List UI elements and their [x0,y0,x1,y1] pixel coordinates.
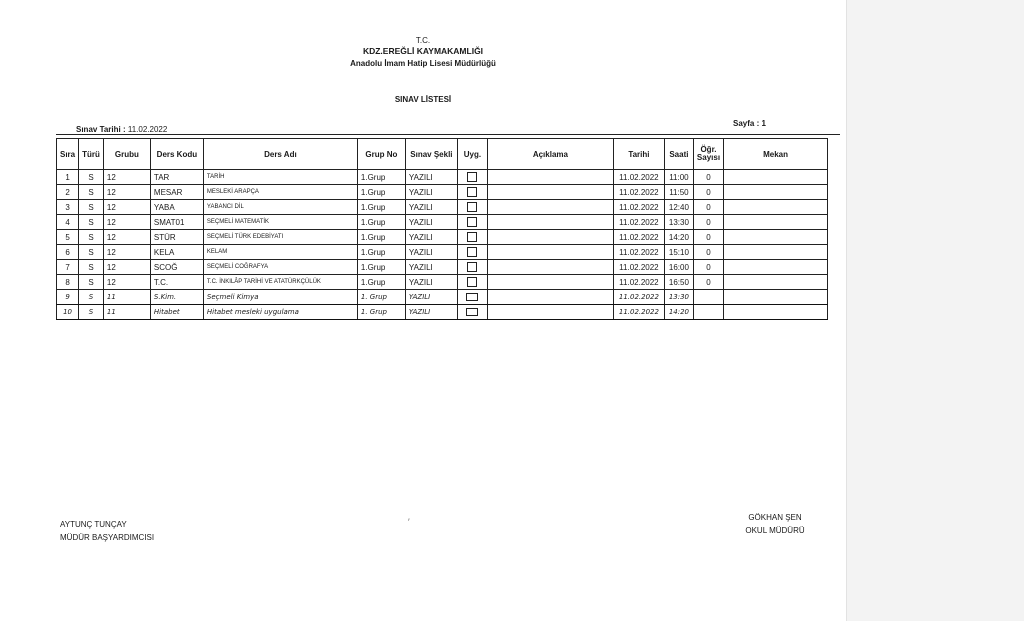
grubu-cell: 12 [103,275,150,290]
stray-mark: ′ [408,517,410,527]
grubu-cell: 12 [103,170,150,185]
sinav-sekli-cell: YAZILI [405,260,457,275]
ders-adi-cell: Seçmeli Kimya [203,290,357,305]
table-header-row [57,139,828,170]
tarihi-cell: 11.02.2022 [613,185,664,200]
tarihi-cell: 11.02.2022 [613,305,664,320]
signature-right-name: GÖKHAN ŞEN [748,513,802,522]
ders-kodu-cell: T.C. [150,275,203,290]
tarihi-cell: 11.02.2022 [613,200,664,215]
tarihi-cell: 11.02.2022 [613,260,664,275]
ders-adi-cell: MESLEKİ ARAPÇA [203,185,357,200]
mekan-cell [724,275,828,290]
table-row [57,185,828,200]
col-aciklama: Açıklama [487,139,613,170]
saati-cell: 11:50 [664,185,693,200]
uyg-checkbox[interactable] [467,277,477,287]
ders-adi-cell: T.C. İNKILÂP TARİHİ VE ATATÜRKÇÜLÜK [203,275,357,290]
ders-kodu-cell: SMAT01 [150,215,203,230]
aciklama-cell [487,215,613,230]
table-row-handwritten [57,305,828,320]
mekan-cell [724,260,828,275]
exam-date-value: 11.02.2022 [127,125,168,134]
uyg-checkbox[interactable] [466,293,478,301]
ogr-sayisi-cell: 0 [693,245,723,260]
ders-adi-cell: SEÇMELİ COĞRAFYA [203,260,357,275]
uyg-checkbox[interactable] [467,262,477,272]
tarihi-cell: 11.02.2022 [613,230,664,245]
sinav-sekli-cell: YAZILI [405,200,457,215]
turu-cell: S [79,260,104,275]
mekan-cell [724,230,828,245]
uyg-cell [457,170,487,185]
saati-cell: 12:40 [664,200,693,215]
ders-kodu-cell: KELA [150,245,203,260]
sira-cell: 10 [57,305,79,320]
grup-no-cell: 1.Grup [357,245,405,260]
aciklama-cell [487,230,613,245]
tarihi-cell: 11.02.2022 [613,290,664,305]
page-number: Sayfa : 1 [733,119,766,128]
ders-kodu-cell: MESAR [150,185,203,200]
uyg-checkbox[interactable] [467,187,477,197]
grup-no-cell: 1.Grup [357,230,405,245]
turu-cell: S [79,215,104,230]
uyg-checkbox[interactable] [467,217,477,227]
ders-kodu-cell: S.Kim. [150,290,203,305]
aciklama-cell [487,290,613,305]
uyg-cell [457,260,487,275]
mekan-cell [724,170,828,185]
uyg-cell [457,215,487,230]
aciklama-cell [487,275,613,290]
mekan-cell [724,200,828,215]
header-district: KDZ.EREĞLİ KAYMAKAMLIĞI [362,46,484,56]
ogr-sayisi-cell [693,290,723,305]
col-sira: Sıra [57,139,79,170]
signature-left-name: AYTUNÇ TUNÇAY [60,520,127,529]
exam-table [56,138,828,320]
col-saati: Saati [664,139,693,170]
exam-date-label: Sınav Tarihi : [76,125,126,134]
sira-cell: 6 [57,245,79,260]
col-ders-adi: Ders Adı [203,139,357,170]
aciklama-cell [487,200,613,215]
uyg-checkbox[interactable] [466,308,478,316]
sira-cell: 4 [57,215,79,230]
ders-adi-cell: SEÇMELİ TÜRK EDEBİYATI [203,230,357,245]
tarihi-cell: 11.02.2022 [613,170,664,185]
mekan-cell [724,305,828,320]
table-row-handwritten [57,290,828,305]
grup-no-cell: 1.Grup [357,170,405,185]
saati-cell: 11:00 [664,170,693,185]
grup-no-cell: 1.Grup [357,215,405,230]
grubu-cell: 12 [103,230,150,245]
turu-cell: S [79,245,104,260]
uyg-checkbox[interactable] [467,202,477,212]
saati-cell: 13:30 [664,290,693,305]
turu-cell: S [79,290,104,305]
grup-no-cell: 1.Grup [357,260,405,275]
sinav-sekli-cell: YAZILI [405,170,457,185]
uyg-checkbox[interactable] [467,232,477,242]
sinav-sekli-cell: YAZILI [405,305,457,320]
col-ders-kodu: Ders Kodu [150,139,203,170]
uyg-checkbox[interactable] [467,172,477,182]
sira-cell: 8 [57,275,79,290]
sinav-sekli-cell: YAZILI [405,230,457,245]
col-mekan: Mekan [724,139,828,170]
signature-left [60,518,154,544]
grubu-cell: 12 [103,200,150,215]
uyg-checkbox[interactable] [467,247,477,257]
ders-adi-cell: SEÇMELİ MATEMATİK [203,215,357,230]
ogr-sayisi-cell: 0 [693,170,723,185]
tarihi-cell: 11.02.2022 [613,245,664,260]
turu-cell: S [79,185,104,200]
uyg-cell [457,275,487,290]
document-title: SINAV LİSTESİ [394,95,452,104]
aciklama-cell [487,305,613,320]
sinav-sekli-cell: YAZILI [405,290,457,305]
uyg-cell [457,305,487,320]
uyg-cell [457,290,487,305]
grubu-cell: 12 [103,260,150,275]
sira-cell: 3 [57,200,79,215]
grubu-cell: 12 [103,215,150,230]
ders-kodu-cell: YABA [150,200,203,215]
saati-cell: 16:00 [664,260,693,275]
sinav-sekli-cell: YAZILI [405,275,457,290]
top-rule [56,134,840,135]
ders-kodu-cell: SCOĞ [150,260,203,275]
col-uyg: Uyg. [457,139,487,170]
uyg-cell [457,200,487,215]
grubu-cell: 11 [103,290,150,305]
sira-cell: 2 [57,185,79,200]
table-row [57,200,828,215]
sinav-sekli-cell: YAZILI [405,215,457,230]
turu-cell: S [79,275,104,290]
sira-cell: 5 [57,230,79,245]
col-grubu: Grubu [103,139,150,170]
table-row [57,245,828,260]
ders-kodu-cell: TAR [150,170,203,185]
header-tc: T.C. [415,36,431,45]
ders-kodu-cell: STÜR [150,230,203,245]
turu-cell: S [79,230,104,245]
saati-cell: 15:10 [664,245,693,260]
sira-cell: 7 [57,260,79,275]
sinav-sekli-cell: YAZILI [405,185,457,200]
grubu-cell: 11 [103,305,150,320]
saati-cell: 14:20 [664,230,693,245]
mekan-cell [724,245,828,260]
aciklama-cell [487,260,613,275]
saati-cell: 14:20 [664,305,693,320]
col-tarihi: Tarihi [613,139,664,170]
saati-cell: 13:30 [664,215,693,230]
ogr-sayisi-cell: 0 [693,200,723,215]
tarihi-cell: 11.02.2022 [613,215,664,230]
ders-adi-cell: KELAM [203,245,357,260]
ders-kodu-cell: Hitabet [150,305,203,320]
exam-date-line [76,125,167,134]
table-row [57,275,828,290]
ogr-sayisi-cell: 0 [693,275,723,290]
sinav-sekli-cell: YAZILI [405,245,457,260]
turu-cell: S [79,200,104,215]
col-grup-no: Grup No [357,139,405,170]
header-school: Anadolu İmam Hatip Lisesi Müdürlüğü [350,59,496,68]
ders-adi-cell: Hitabet mesleki uygulama [203,305,357,320]
aciklama-cell [487,185,613,200]
uyg-cell [457,230,487,245]
grup-no-cell: 1. Grup [357,305,405,320]
col-turu: Türü [79,139,104,170]
grup-no-cell: 1.Grup [357,185,405,200]
grup-no-cell: 1.Grup [357,200,405,215]
table-row [57,170,828,185]
signature-right [720,511,830,537]
grup-no-cell: 1.Grup [357,275,405,290]
ders-adi-cell: TARİH [203,170,357,185]
ogr-sayisi-cell: 0 [693,260,723,275]
uyg-cell [457,245,487,260]
sira-cell: 9 [57,290,79,305]
aciklama-cell [487,245,613,260]
table-row [57,230,828,245]
scan-edge [846,0,1024,621]
table-row [57,260,828,275]
ogr-sayisi-cell: 0 [693,185,723,200]
table-row [57,215,828,230]
ders-adi-cell: YABANCI DİL [203,200,357,215]
mekan-cell [724,185,828,200]
col-ogr-sayisi: Öğr. Sayısı [693,139,723,170]
ogr-sayisi-cell: 0 [693,215,723,230]
signature-right-title: OKUL MÜDÜRÜ [745,526,805,535]
sira-cell: 1 [57,170,79,185]
mekan-cell [724,290,828,305]
aciklama-cell [487,170,613,185]
ogr-sayisi-cell: 0 [693,230,723,245]
grubu-cell: 12 [103,245,150,260]
mekan-cell [724,215,828,230]
col-sinav-sekli: Sınav Şekli [405,139,457,170]
saati-cell: 16:50 [664,275,693,290]
turu-cell: S [79,305,104,320]
grubu-cell: 12 [103,185,150,200]
tarihi-cell: 11.02.2022 [613,275,664,290]
uyg-cell [457,185,487,200]
grup-no-cell: 1. Grup [357,290,405,305]
ogr-sayisi-cell [693,305,723,320]
table-body [57,170,828,320]
signature-left-title: MÜDÜR BAŞYARDIMCISI [60,533,155,542]
turu-cell: S [79,170,104,185]
